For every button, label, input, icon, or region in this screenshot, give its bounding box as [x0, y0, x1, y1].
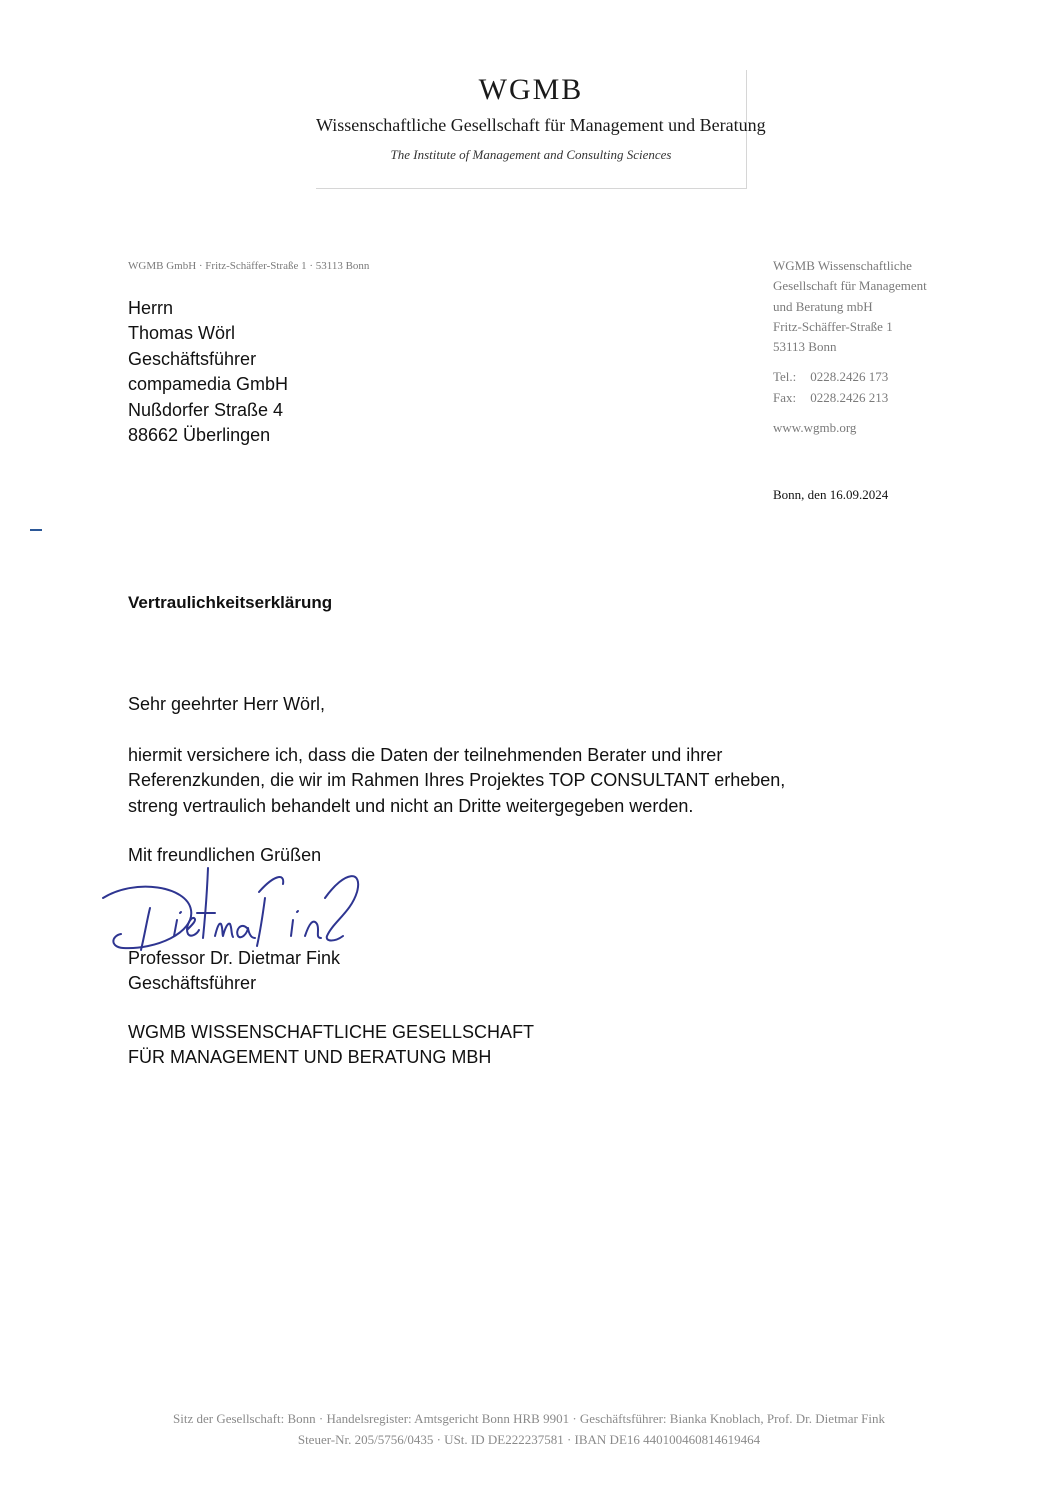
recipient-salutation-line: Herrn	[128, 298, 174, 318]
recipient-name: Thomas Wörl	[128, 323, 236, 344]
company-line: FÜR MANAGEMENT UND BERATUNG MBH	[128, 1047, 492, 1068]
signer-name: Professor Dr. Dietmar Fink	[128, 948, 341, 968]
letterhead-subtitle: The Institute of Management and Consulting Sciences	[390, 147, 672, 162]
recipient-company: compamedia GmbH	[128, 374, 289, 395]
sidebar-org-line: WGMB Wissenschaftliche	[773, 258, 912, 273]
company-block	[128, 1020, 534, 1071]
phone-label: Tel.:	[773, 369, 797, 385]
handwritten-signature	[95, 858, 365, 958]
sidebar-website: www.wgmb.org	[773, 420, 857, 436]
letter-salutation: Sehr geehrter Herr Wörl,	[128, 694, 326, 714]
footer-line: Steuer-Nr. 205/5756/0435 · USt. ID DE222237581 · IBAN DE16 440100460814619464	[297, 1431, 761, 1447]
footer-line: Sitz der Gesellschaft: Bonn · Handelsregister: Amtsgericht Bonn HRB 9901 · Geschäftsführer: Bianka Knoblach, Prof. Dr. Dietmar Fink	[173, 1411, 885, 1426]
letter-body	[128, 743, 785, 819]
letterhead-organization-name: Wissenschaftliche Gesellschaft für Management und Beratung	[316, 115, 766, 135]
sidebar-street: Fritz-Schäffer-Straße 1	[773, 318, 893, 334]
phone-value: 0228.2426 173	[810, 369, 889, 385]
sidebar-fax	[773, 388, 1023, 408]
signer-block	[128, 946, 340, 997]
recipient-city: 88662 Überlingen	[128, 425, 271, 446]
sidebar-org-line: und Beratung mbH	[773, 298, 873, 314]
body-line: Referenzkunden, die wir im Rahmen Ihres Projektes TOP CONSULTANT erheben,	[128, 770, 786, 791]
sender-info-sidebar	[773, 256, 1023, 438]
signer-title: Geschäftsführer	[128, 973, 257, 994]
fold-mark	[30, 529, 42, 531]
company-line: WGMB WISSENSCHAFTLICHE GESELLSCHAFT	[128, 1022, 535, 1042]
sidebar-phone	[773, 367, 1023, 387]
letter-closing: Mit freundlichen Grüßen	[128, 845, 322, 865]
page-footer	[0, 1409, 1058, 1450]
fax-value: 0228.2426 213	[810, 389, 889, 405]
recipient-title: Geschäftsführer	[128, 348, 257, 369]
body-line: streng vertraulich behandelt und nicht an Dritte weitergegeben werden.	[128, 795, 694, 816]
sidebar-city: 53113 Bonn	[773, 339, 837, 355]
sender-return-line: WGMB GmbH · Fritz-Schäffer-Straße 1 · 53113 Bonn	[128, 260, 370, 272]
letter-subject: Vertraulichkeitserklärung	[128, 593, 333, 612]
recipient-street: Nußdorfer Straße 4	[128, 399, 284, 420]
letter-date: Bonn, den 16.09.2024	[773, 487, 889, 502]
letterhead-logo: WGMB	[478, 73, 584, 106]
sidebar-org-line: Gesellschaft für Management	[773, 278, 927, 294]
recipient-address	[128, 296, 288, 448]
body-line: hiermit versichere ich, dass die Daten der teilnehmenden Berater und ihrer	[128, 745, 723, 765]
letterhead	[316, 70, 766, 189]
fax-label: Fax:	[773, 389, 797, 405]
